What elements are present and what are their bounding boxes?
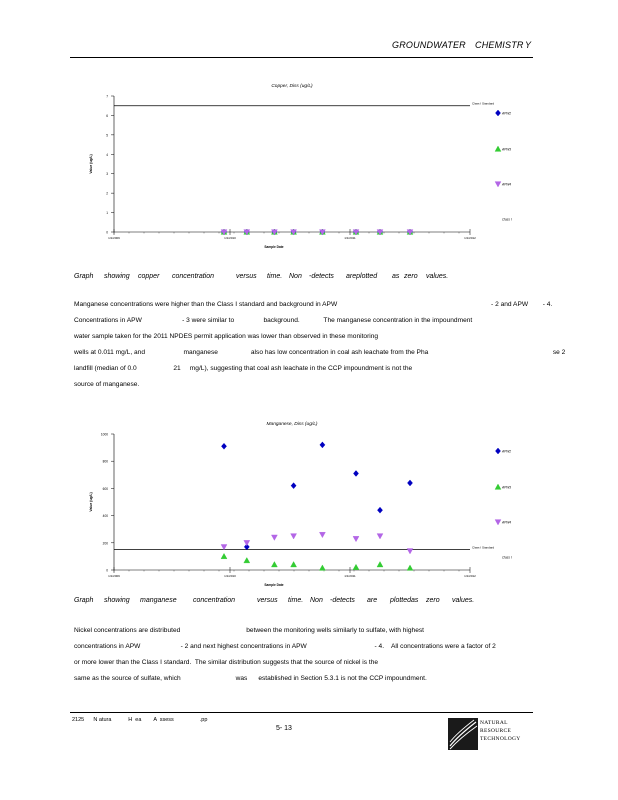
y-tick-label: 600: [102, 486, 108, 491]
caption-word: manganese: [140, 597, 177, 604]
data-point-apw3: [291, 562, 297, 567]
chart-title: Copper, Diss (ug/L): [271, 84, 313, 89]
y-tick-label: 0: [106, 230, 108, 235]
caption-word: Non: [310, 597, 323, 604]
caption-word: showing: [104, 273, 130, 280]
paragraph-line: concentrations in APW - 2 and next highest concentrations in APW - 4. All concentrations were a factor of 2: [74, 643, 496, 650]
data-point-apw4: [319, 532, 325, 537]
data-point-apw4: [221, 544, 227, 549]
page-number: 5- 13: [276, 725, 292, 732]
data-point-apw3: [319, 565, 325, 570]
caption-word: values.: [452, 597, 475, 604]
data-point-apw2: [291, 483, 296, 489]
data-point-apw4: [353, 536, 359, 541]
caption-word: -detects: [330, 597, 355, 604]
legend-label: APW2: [502, 111, 512, 116]
y-axis-label: Value (ug/L): [89, 154, 93, 174]
legend-label: APW4: [502, 182, 512, 187]
chart-title: Manganese, Diss (ug/L): [266, 422, 318, 427]
paragraph-line: or more lower than the Class I standard. The similar distribution suggests that the source of nickel is the: [74, 659, 379, 666]
manganese-chart: [82, 416, 536, 596]
caption-word: are: [367, 597, 378, 604]
paragraph-line: landfill (median of 0.0 21 mg/L), suggesting that coal ash leachate in the CCP impoundment is not the: [74, 365, 413, 372]
caption-word: zero: [426, 597, 440, 604]
caption-word: copper: [138, 273, 160, 280]
caption-word: concentration: [193, 597, 236, 604]
legend-marker: [495, 448, 500, 454]
data-point-apw2: [320, 442, 325, 448]
caption-word: Graph: [74, 597, 94, 604]
paragraph-line: wells at 0.011 mg/L, and manganese also has low concentration in coal ash leachate from the Pha se 2: [74, 349, 566, 356]
reference-line-label: Class I Standard: [472, 101, 495, 106]
data-point-apw3: [353, 564, 359, 569]
paragraph-line: water sample taken for the 2011 NPDES permit application was lower than observed in these monitoring: [74, 333, 379, 340]
nickel-paragraph: [74, 623, 496, 687]
data-point-apw4: [377, 534, 383, 539]
caption-word: Graph: [74, 273, 94, 280]
caption-word: zero: [404, 273, 418, 280]
paragraph-line: Concentrations in APW - 3 were similar to background. The manganese concentration in the impoundment: [74, 317, 473, 324]
header-title: [392, 40, 532, 54]
caption-word: time.: [267, 273, 283, 280]
legend-label: APW2: [502, 449, 512, 454]
caption-word: versus: [236, 273, 257, 280]
y-tick-label: 6: [106, 113, 108, 118]
logo-line-1: NATURAL: [480, 720, 508, 726]
x-axis-label: Sample Date: [264, 583, 284, 587]
paragraph-line: same as the source of sulfate, which was established in Section 5.3.1 is not the CCP impoundment.: [74, 675, 427, 682]
paragraph-line: source of manganese.: [74, 381, 140, 388]
logo-line-2: RESOURCE: [480, 728, 512, 734]
caption-word: plottedas: [390, 597, 419, 604]
y-tick-label: 1000: [100, 432, 108, 437]
x-tick-label: 1/1/2011: [344, 574, 356, 578]
copper-chart-svg: [82, 78, 536, 258]
data-point-apw4: [291, 534, 297, 539]
y-tick-label: 4: [106, 152, 108, 157]
legend-label: APW3: [502, 485, 512, 490]
caption-word: time.: [288, 597, 304, 604]
data-point-apw3: [407, 565, 413, 570]
manganese-chart-svg: [82, 416, 536, 596]
caption-word: versus: [257, 597, 278, 604]
footer-rule: [70, 712, 533, 713]
data-point-apw2: [407, 480, 412, 486]
y-tick-label: 7: [106, 94, 108, 99]
caption-word: as: [392, 273, 400, 280]
y-tick-label: 5: [106, 133, 108, 138]
data-point-apw2: [353, 470, 358, 476]
data-point-apw4: [271, 535, 277, 540]
legend-marker: [495, 182, 501, 187]
x-tick-label: 1/1/2012: [464, 574, 476, 578]
data-point-apw3: [377, 562, 383, 567]
y-tick-label: 200: [102, 541, 108, 546]
x-tick-label: 1/1/2009: [108, 236, 120, 240]
data-point-apw2: [221, 443, 226, 449]
legend-label: APW3: [502, 147, 512, 152]
data-point-apw3: [271, 562, 277, 567]
caption-word: areplotted: [346, 273, 378, 280]
caption-word: -detects: [309, 273, 334, 280]
data-point-apw3: [244, 557, 250, 562]
y-tick-label: 3: [106, 172, 108, 177]
legend-marker: [495, 520, 501, 525]
data-point-apw2: [377, 507, 382, 513]
data-point-apw4: [407, 549, 413, 554]
paragraph-line: Manganese concentrations were higher than the Class I standard and background in APW - 2 and APW - 4.: [74, 301, 553, 308]
legend-label: APW4: [502, 520, 512, 525]
header-word-3: Y: [525, 40, 532, 50]
y-tick-label: 400: [102, 514, 108, 519]
x-tick-label: 1/1/2010: [224, 574, 236, 578]
y-tick-label: 800: [102, 459, 108, 464]
legend-marker: [495, 146, 501, 151]
legend-marker: [495, 110, 500, 116]
header-rule: [70, 57, 533, 58]
y-tick-label: 1: [106, 211, 108, 216]
x-tick-label: 1/1/2011: [344, 236, 356, 240]
copper-chart: [82, 78, 536, 258]
y-tick-label: 2: [106, 191, 108, 196]
footer-file-path: 2125 N atura H ea A ssess .pp: [72, 717, 208, 723]
x-tick-label: 1/1/2010: [224, 236, 236, 240]
manganese-paragraph: [74, 297, 565, 393]
caption-word: concentration: [172, 273, 215, 280]
header-word-2: CHEMISTR: [475, 40, 524, 50]
data-point-apw3: [221, 553, 227, 558]
logo-line-3: TECHNOLOGY: [480, 736, 521, 742]
x-tick-label: 1/1/2009: [108, 574, 120, 578]
x-axis-label: Sample Date: [264, 245, 284, 249]
caption-word: showing: [104, 597, 130, 604]
header-word-1: GROUNDWATER: [392, 40, 466, 50]
y-tick-label: 0: [106, 568, 108, 573]
reference-line-label: Class I Standard: [472, 545, 495, 550]
caption-word: Non: [289, 273, 302, 280]
caption-word: values.: [426, 273, 449, 280]
logo-text: [480, 719, 521, 743]
paragraph-line: Nickel concentrations are distributed between the monitoring wells similarly to sulfate, with highest: [74, 627, 424, 634]
data-point-apw4: [244, 540, 250, 545]
legend-label: Class I: [502, 555, 512, 560]
y-axis-label: Value (ug/L): [89, 492, 93, 512]
legend-label: Class I: [502, 217, 512, 222]
legend-marker: [495, 484, 501, 489]
x-tick-label: 1/1/2012: [464, 236, 476, 240]
